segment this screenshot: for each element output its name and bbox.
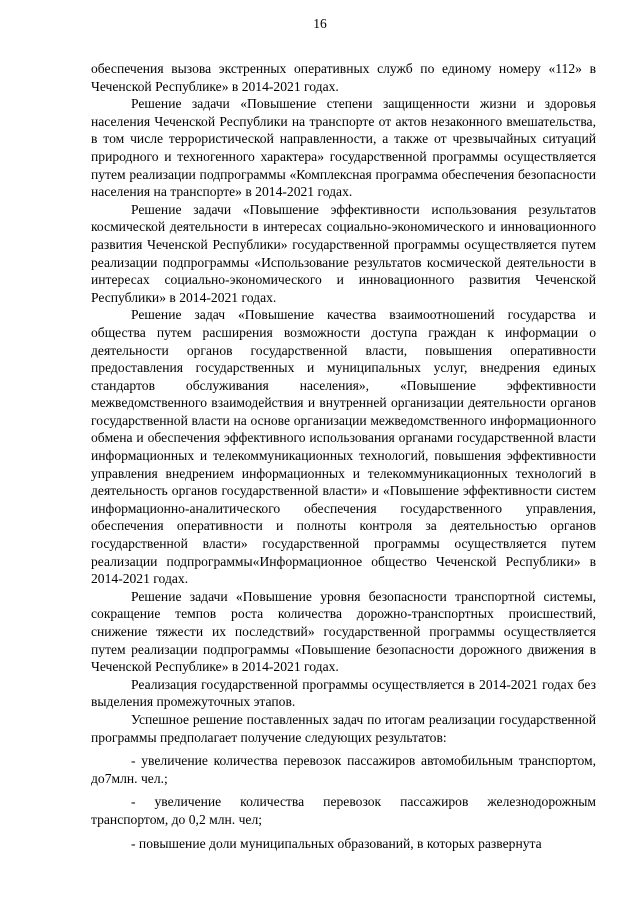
paragraph-space-activity: Решение задачи «Повышение эффективности использования результатов космической деятельности в интересах социально-экономического и инновационного развития Чеченской Республики» государственной программы осуществляется путем реализации подпрограммы «Использование результатов космической деятельности в интересах социально-экономического и инновационного развития Чеченской Республики» в 2014-2021 годах. [91,201,596,305]
page-number: 16 [313,16,327,31]
paragraph-transport-security: Решение задачи «Повышение степени защищенности жизни и здоровья населения Чеченской Республики на транспорте от актов незаконного вмешательства, в том числе террористической направленности, а также от чрезвычайных ситуаций природного и техногенного характера» государственной программы осуществляется путем реализации подпрограммы «Комплексная программа обеспечения безопасности населения на транспорте» в 2014-2021 годах. [91,96,596,200]
list-item: - увеличение количества перевозок пассажиров автомобильным транспортом, до7млн. чел.; [91,753,596,786]
list-item: - увеличение количества перевозок пассажиров железнодорожным транспортом, до 0,2 млн. чел; [91,794,596,827]
paragraph-implementation-period: Реализация государственной программы осуществляется в 2014-2021 годах без выделения промежуточных этапов. [91,676,596,710]
document-body [91,60,596,852]
list-item: - повышение доли муниципальных образований, в которых развернута [131,835,542,851]
paragraph-expected-results: Успешное решение поставленных задач по итогам реализации государственной программы предполагает получение следующих результатов: [91,711,596,745]
paragraph-road-safety: Решение задачи «Повышение уровня безопасности транспортной системы, сокращение темпов роста количества дорожно-транспортных происшествий, снижение тяжести их последствий» государственной программы осуществляется путем реализации подпрограммы «Повышение безопасности дорожного движения в Чеченской Республике» в 2014-2021 годах. [91,588,596,675]
paragraph-continuation: обеспечения вызова экстренных оперативных служб по единому номеру «112» в Чеченской Республике» в 2014-2021 годах. [91,61,596,94]
paragraph-information-society: Решение задач «Повышение качества взаимоотношений государства и общества путем расширения возможности доступа граждан к информации о деятельности органов государственной власти, повышения оперативности предоставления государственных и муниципальных услуг, внедрения единых стандартов обслуживания населения», «Повышение эффективности межведомственного взаимодействия и внутренней организации деятельности органов государственной власти на основе организации межведомственного информационного обмена и обеспечения эффективного использования органами государственной власти информационных и телекоммуникационных технологий, повышения эффективности управления внедрением информационных и телекоммуникационных технологий в деятельность органов государственной власти» и «Повышение эффективности систем информационно-аналитического обеспечения государственного управления, обеспечения оперативности и полноты контроля за деятельностью органов государственной власти» государственной программы осуществляется путем реализации подпрограммы«Информационное общество Чеченской Республики» в 2014-2021 годах. [91,307,596,587]
